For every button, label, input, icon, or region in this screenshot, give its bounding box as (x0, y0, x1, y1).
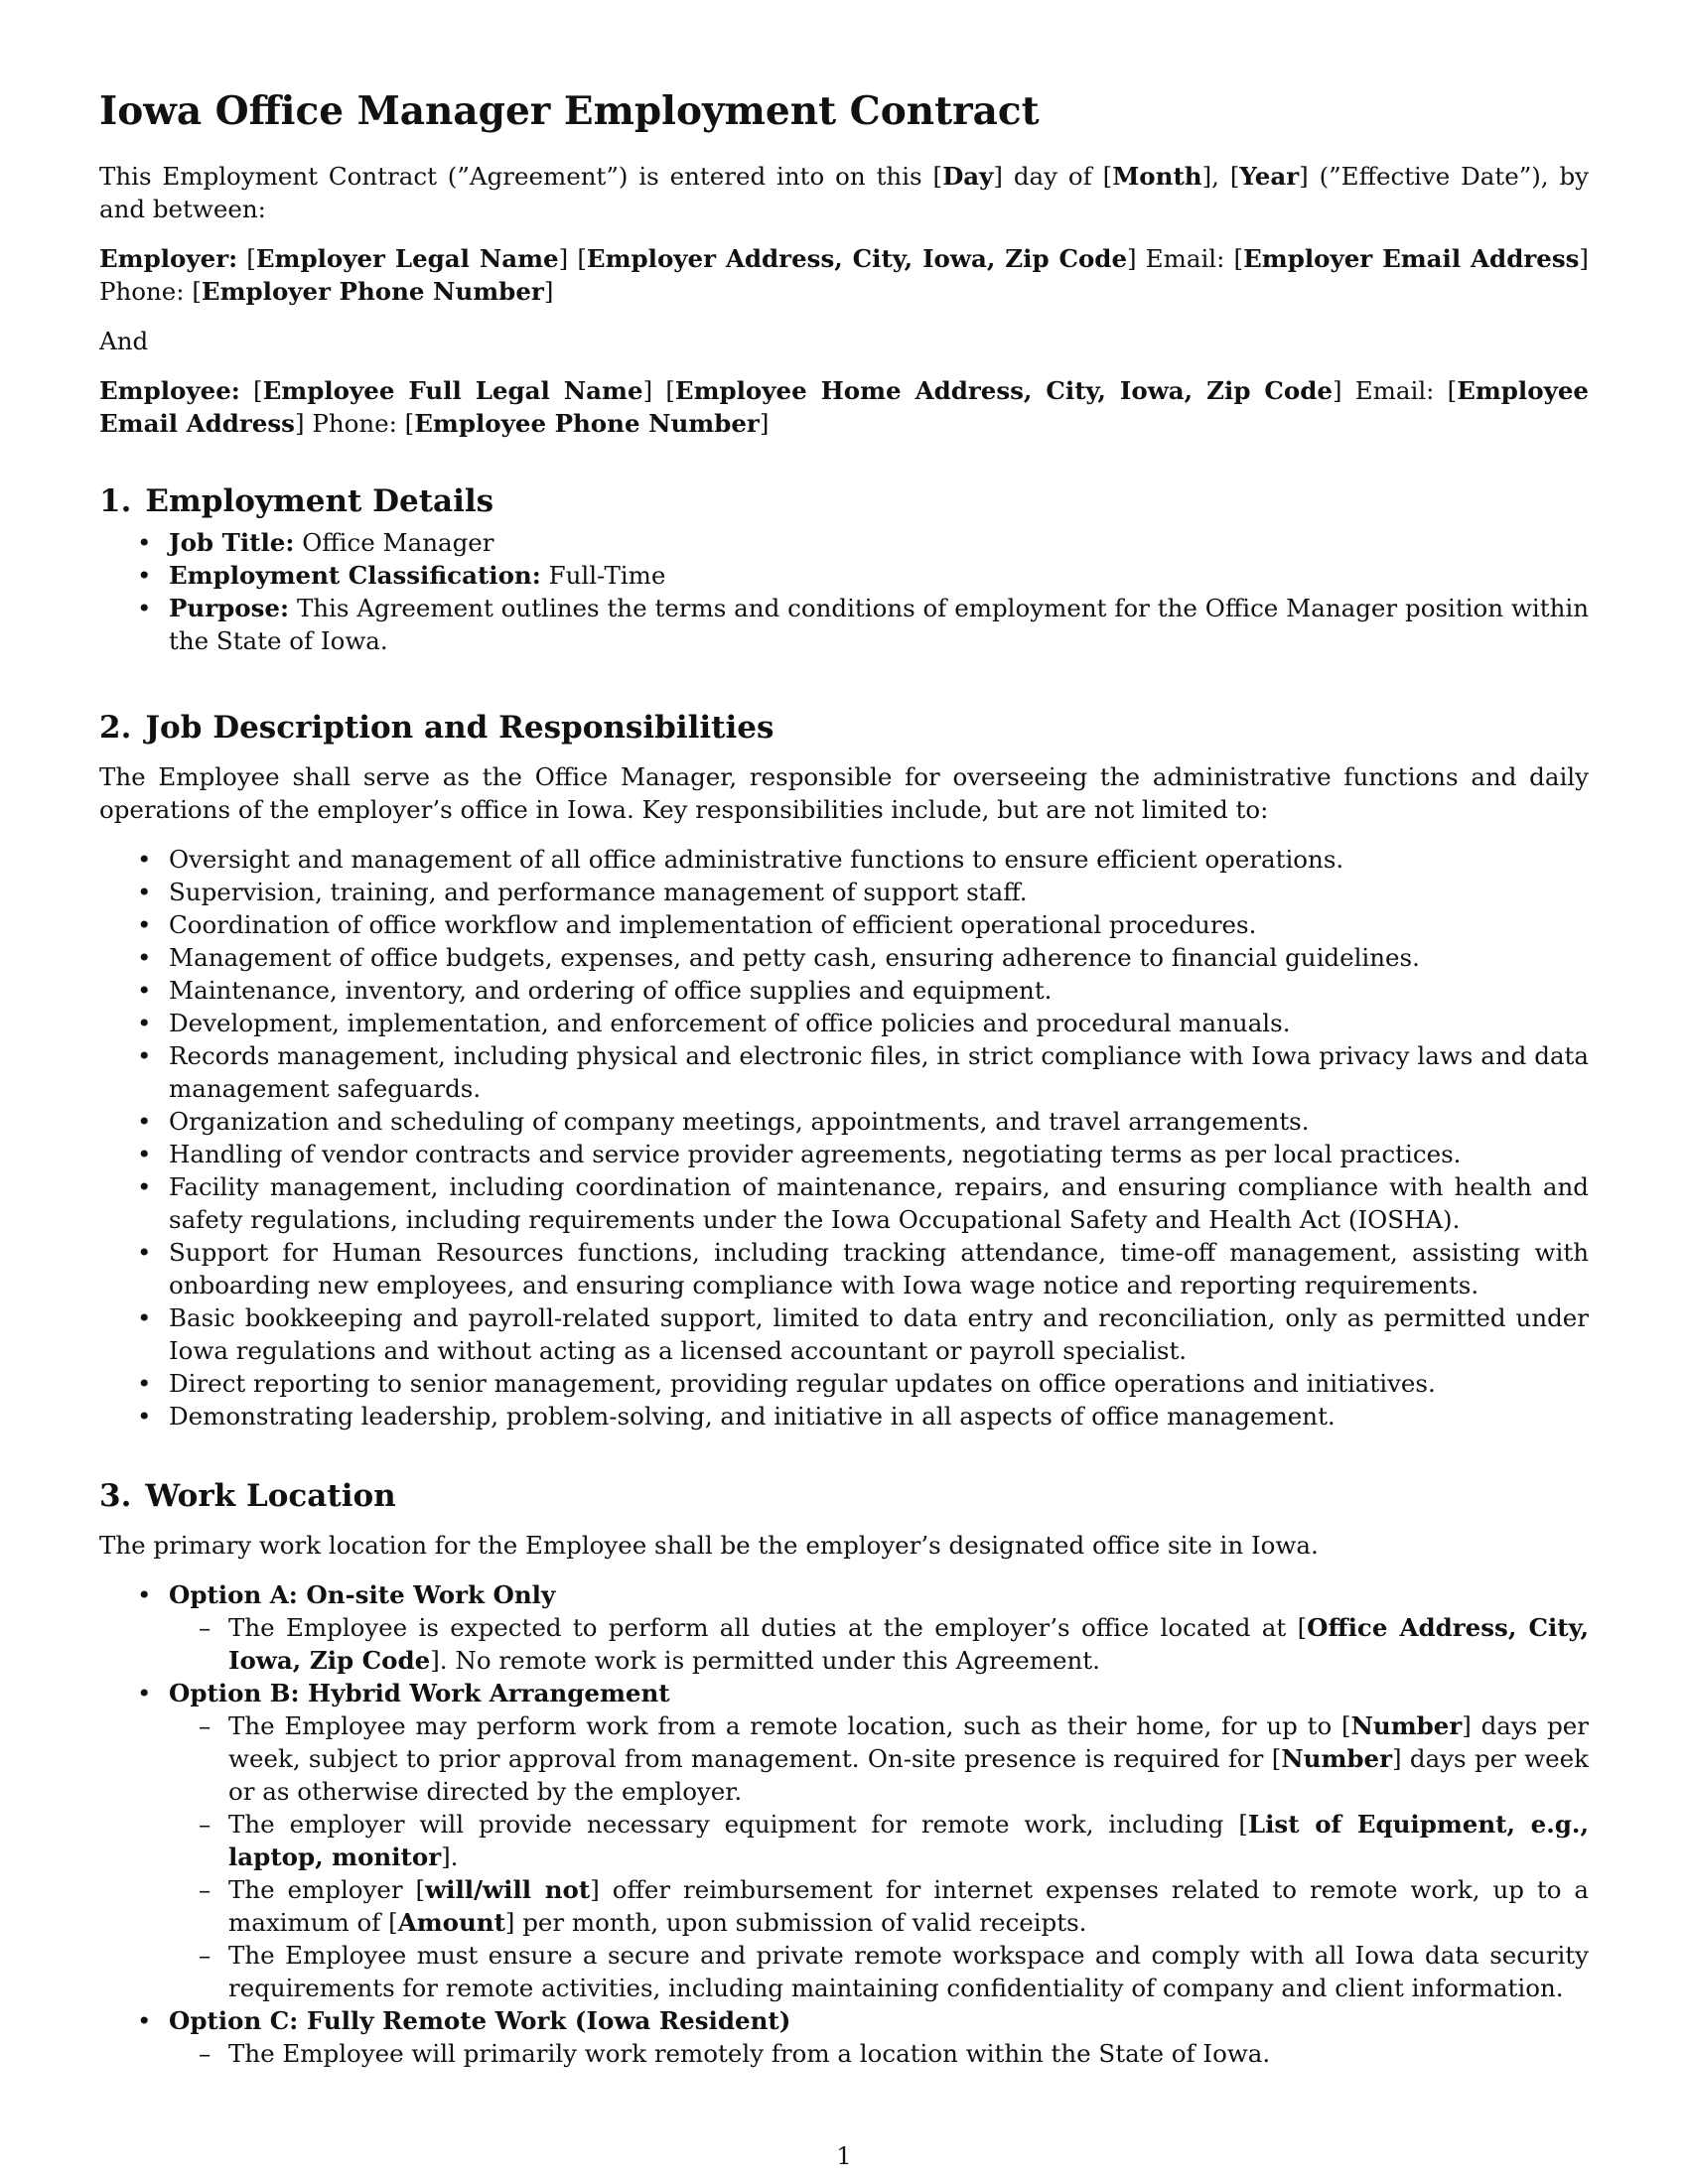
section-2-heading (99, 709, 1589, 747)
intro-text: This Employment Contract (”Agreement”) is entered into on this [ (99, 162, 943, 191)
option-c-details (99, 2037, 1589, 2070)
list-item: • Coordination of office workflow and implementation of efficient operational procedures. (99, 908, 1589, 941)
list-item: • Oversight and management of all office administrative functions to ensure efficient operations. (99, 843, 1589, 876)
item-text: ] days per week or as otherwise directed by the employer. (228, 1744, 1589, 1806)
employer-phone-label: Phone: (99, 277, 185, 306)
intro-text: ] (”Effective Date”), by and between: (99, 162, 1589, 223)
placeholder-month: Month (1112, 162, 1202, 191)
intro-text: ], [ (1201, 162, 1240, 191)
list-item: – The Employee will primarily work remotely from a location within the State of Iowa. (99, 2037, 1589, 2070)
responsibilities-list (99, 843, 1589, 1433)
list-item (99, 592, 1589, 657)
employer-email: Employer Email Address (1243, 244, 1580, 273)
employer-phone: Employer Phone Number (201, 277, 544, 306)
employer-name: Employer Legal Name (255, 244, 559, 273)
section-1-heading (99, 482, 1589, 520)
intro-paragraph (99, 160, 1589, 225)
item-label: Purpose: (169, 594, 290, 622)
employee-address: Employee Home Address, City, Iowa, Zip Code (674, 376, 1333, 405)
section-title: Work Location (145, 1478, 396, 1514)
item-text: ]. (441, 1843, 459, 1871)
list-item: • Management of office budgets, expenses, and petty cash, ensuring adherence to financial guidelines. (99, 941, 1589, 974)
placeholder-number: Number (1281, 1744, 1393, 1773)
list-item: • Supervision, training, and performance management of support staff. (99, 876, 1589, 908)
placeholder-year: Year (1239, 162, 1300, 191)
option-c-title: Option C: Fully Remote Work (Iowa Resident) (169, 2006, 791, 2035)
list-item: • Organization and scheduling of company meetings, appointments, and travel arrangements. (99, 1105, 1589, 1138)
work-location-options (99, 1578, 1589, 1611)
option-b-details (99, 1709, 1589, 2004)
option-a-details (99, 1611, 1589, 1677)
work-location-options (99, 1677, 1589, 1709)
list-item: • Maintenance, inventory, and ordering of office supplies and equipment. (99, 974, 1589, 1007)
intro-text: ] day of [ (993, 162, 1113, 191)
page-number: 1 (836, 2142, 852, 2170)
section-2 (99, 709, 1589, 1433)
section-1 (99, 482, 1589, 657)
placeholder-day: Day (942, 162, 994, 191)
item-text: The Employee is expected to perform all duties at the employer’s office located at [ (228, 1613, 1308, 1642)
intro-block (99, 160, 1589, 225)
section-number: 1. (99, 483, 132, 519)
placeholder-amount: Amount (397, 1908, 505, 1937)
list-item: • Basic bookkeeping and payroll-related support, limited to data entry and reconciliation, only as permitted under Iowa regulations and without acting as a licensed accountant or payroll specialist. (99, 1301, 1589, 1367)
employee-block (99, 374, 1589, 440)
list-item: • Records management, including physical and electronic files, in strict compliance with Iowa privacy laws and data management safeguards. (99, 1039, 1589, 1105)
employee-paragraph: Employee: [Employee Full Legal Name] [Employee Home Address, City, Iowa, Zip Code] Email: [Employee Email Address] Phone: [Employee Phone Number] (99, 376, 1589, 438)
document-title: Iowa Office Manager Employment Contract (99, 88, 1040, 134)
placeholder-number: Number (1350, 1711, 1463, 1740)
section-number: 2. (99, 710, 132, 746)
item-text: ] offer reimbursement for internet expenses related to remote work, up to a maximum of [ (228, 1875, 1589, 1937)
employee-label: Employee: (99, 376, 240, 405)
list-item (99, 1709, 1589, 1808)
section-3 (99, 1477, 1589, 2070)
employee-name: Employee Full Legal Name (262, 376, 643, 405)
item-text: ] days per week, subject to prior approval from management. On-site presence is required for [ (228, 1711, 1589, 1773)
section-number: 3. (99, 1478, 132, 1514)
option-a-title: Option A: On-site Work Only (169, 1580, 556, 1609)
list-item: – The Employee must ensure a secure and private remote workspace and comply with all Iowa data security requirements for remote activities, including maintaining confidentiality of company and client information. (99, 1939, 1589, 2004)
item-text: The employer will provide necessary equipment for remote work, including [ (228, 1810, 1248, 1839)
list-item: • Demonstrating leadership, problem-solving, and initiative in all aspects of office management. (99, 1400, 1589, 1433)
employee-email: Employee Email Address (99, 376, 1589, 438)
section-3-heading (99, 1477, 1589, 1515)
item-text: ] per month, upon submission of valid receipts. (504, 1908, 1087, 1937)
item-label: Job Title: (169, 528, 295, 557)
section-2-intro: The Employee shall serve as the Office Manager, responsible for overseeing the administrative functions and daily operations of the employer’s office in Iowa. Key responsibilities include, but are not limited to: (99, 762, 1589, 824)
employer-label: Employer: (99, 244, 238, 273)
list-item: • Handling of vendor contracts and service provider agreements, negotiating terms as per local practices. (99, 1138, 1589, 1170)
employee-phone-label: Phone: (312, 409, 397, 438)
section-3-intro: The primary work location for the Employee shall be the employer’s designated office site in Iowa. (99, 1531, 1319, 1560)
employment-details-list (99, 526, 1589, 657)
item-text: Full-Time (548, 561, 666, 590)
option-a (99, 1578, 1589, 1611)
employer-email-label: Email: (1145, 244, 1225, 273)
list-item: • Facility management, including coordination of maintenance, repairs, and ensuring compliance with health and safety regulations, including requirements under the Iowa Occupational Safety and Health Act (IOSHA). (99, 1170, 1589, 1236)
list-item (99, 1873, 1589, 1939)
and-text: And (99, 327, 149, 355)
placeholder-equipment: List of Equipment, e.g., laptop, monitor (228, 1810, 1589, 1871)
list-item: • Direct reporting to senior management, providing regular updates on office operations and initiatives. (99, 1367, 1589, 1400)
list-item (99, 526, 1589, 559)
placeholder-will-will-not: will/will not (425, 1875, 591, 1904)
and-block (99, 325, 1589, 357)
work-location-options (99, 2004, 1589, 2037)
option-b (99, 1677, 1589, 1709)
item-text: ]. No remote work is permitted under this Agreement. (430, 1646, 1100, 1675)
section-title: Job Description and Responsibilities (145, 710, 774, 746)
item-label: Employment Classification: (169, 561, 541, 590)
item-text: Office Manager (302, 528, 494, 557)
employee-phone: Employee Phone Number (414, 409, 760, 438)
placeholder-office-address: Office Address, City, Iowa, Zip Code (228, 1613, 1589, 1675)
employee-email-label: Email: (1354, 376, 1435, 405)
list-item (99, 1611, 1589, 1677)
employer-paragraph: Employer: [Employer Legal Name] [Employer Address, City, Iowa, Zip Code] Email: [Employer Email Address] Phone: [Employer Phone Number] (99, 244, 1589, 306)
section-title: Employment Details (145, 483, 494, 519)
item-text: The Employee may perform work from a remote location, such as their home, for up to [ (228, 1711, 1351, 1740)
option-c (99, 2004, 1589, 2037)
list-item: • Development, implementation, and enforcement of office policies and procedural manuals. (99, 1007, 1589, 1039)
item-text: This Agreement outlines the terms and conditions of employment for the Office Manager position within the State of Iowa. (169, 594, 1589, 655)
employer-address: Employer Address, City, Iowa, Zip Code (586, 244, 1128, 273)
employer-block (99, 242, 1589, 308)
list-item: • Support for Human Resources functions, including tracking attendance, time-off management, assisting with onboarding new employees, and ensuring compliance with Iowa wage notice and reporting requirements. (99, 1236, 1589, 1301)
option-b-title: Option B: Hybrid Work Arrangement (169, 1679, 670, 1707)
item-text: The employer [ (228, 1875, 426, 1904)
list-item (99, 1808, 1589, 1873)
list-item (99, 559, 1589, 592)
